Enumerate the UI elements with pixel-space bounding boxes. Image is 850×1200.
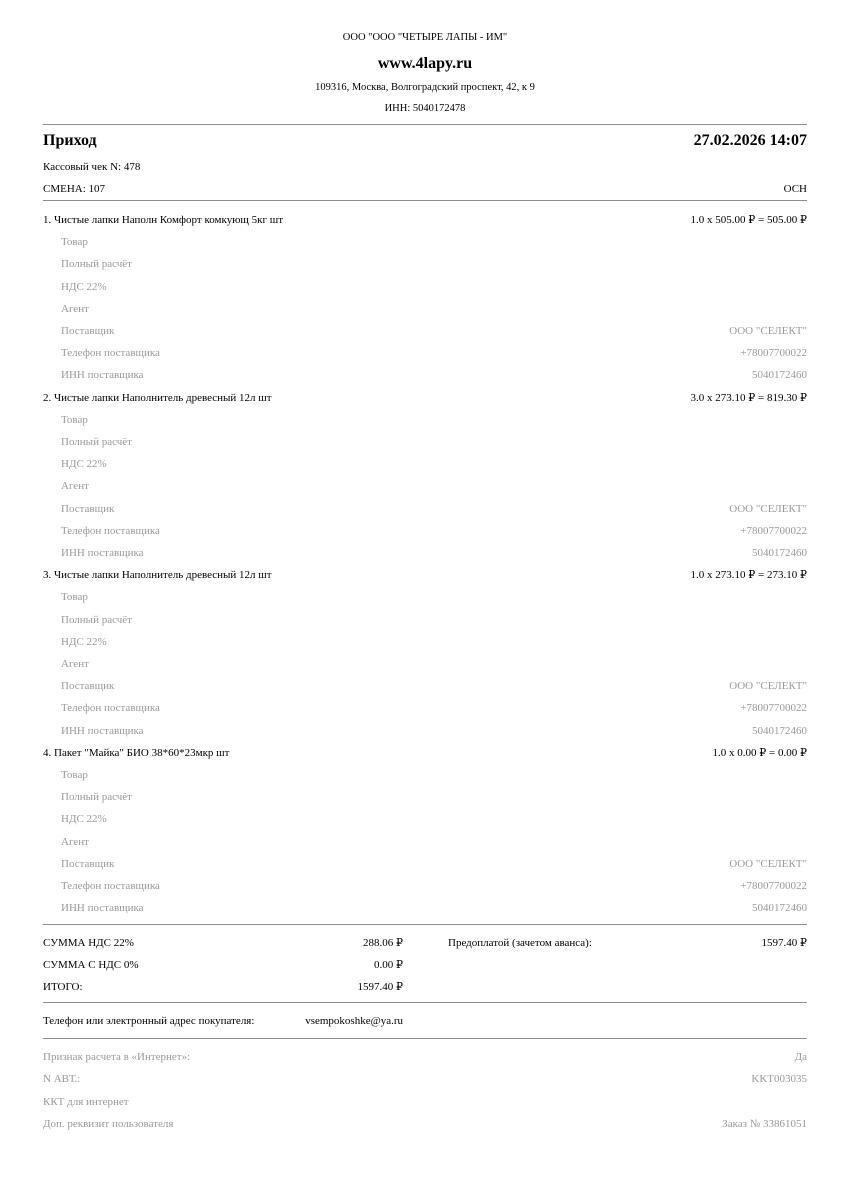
supplier-value: ООО "СЕЛЕКТ" [729,857,807,870]
internet-value: Да [794,1051,807,1064]
supplier-inn-value: 5040172460 [752,369,807,382]
receipt-datetime: 27.02.2026 14:07 [693,132,807,149]
item-inn-row [43,542,807,564]
supplier-phone-label: Телефон поставщика [61,702,160,715]
supplier-phone-value: +78007700022 [740,524,807,537]
item-agent: Агент [61,480,89,493]
shift-row [43,178,807,200]
supplier-label: Поставщик [61,325,115,338]
item-phone-row [43,875,807,897]
item-main-row [43,564,807,586]
vat0-row [43,954,403,976]
supplier-phone-value: +78007700022 [740,880,807,893]
item-agent: Агент [61,302,89,315]
auto-row [43,1068,807,1090]
supplier-inn-label: ИНН поставщика [61,902,144,915]
buyer-contact-label: Телефон или электронный адрес покупателя: [43,1015,255,1028]
supplier-inn-label: ИНН поставщика [61,547,144,560]
supplier-value: ООО "СЕЛЕКТ" [729,680,807,693]
buyer-contact-value: vsempokoshke@ya.ru [305,1015,403,1028]
item-agent: Агент [61,835,89,848]
supplier-inn-value: 5040172460 [752,902,807,915]
kkt-row [43,1091,807,1113]
supplier-phone-value: +78007700022 [740,347,807,360]
supplier-label: Поставщик [61,502,115,515]
extra-label: Доп. реквизит пользователя [43,1117,174,1130]
item-main-row [43,742,807,764]
supplier-inn-value: 5040172460 [752,547,807,560]
item-main-row [43,209,807,231]
item-supplier-row [43,320,807,342]
supplier-phone-label: Телефон поставщика [61,524,160,537]
item-phone-row [43,342,807,364]
supplier-value: ООО "СЕЛЕКТ" [729,502,807,515]
supplier-phone-label: Телефон поставщика [61,880,160,893]
item-calc: 1.0 x 505.00 ₽ = 505.00 ₽ [690,214,807,226]
supplier-inn-label: ИНН поставщика [61,724,144,737]
divider [43,124,807,125]
item-inn-row [43,364,807,386]
item-supplier-row [43,675,807,697]
internet-row [43,1046,807,1068]
supplier-label: Поставщик [61,680,115,693]
receipt-page [43,0,807,1135]
item-phone-row [43,697,807,719]
item-inn-row [43,897,807,919]
vat22-value: 288.06 ₽ [363,936,403,949]
item-vat: НДС 22% [61,280,107,293]
item-payment: Полный расчёт [61,613,132,626]
item-kind: Товар [61,236,88,249]
company-inn: ИНН: 5040172478 [384,103,466,114]
items-list [43,201,807,924]
tax-system: ОСН [783,183,807,195]
item-name: 2. Чистые лапки Наполнитель древесный 12л шт [43,391,272,404]
receipt-title-row [43,130,807,152]
prepay-row [448,932,807,954]
receipt-type: Приход [43,132,97,149]
item-payment: Полный расчёт [61,436,132,449]
total-row [43,976,403,998]
item-vat: НДС 22% [61,635,107,648]
item-calc: 3.0 x 273.10 ₽ = 819.30 ₽ [690,391,807,404]
item-payment: Полный расчёт [61,791,132,804]
extra-value: Заказ № 33861051 [722,1117,807,1130]
item-phone-row [43,520,807,542]
item-kind: Товар [61,769,88,782]
item-agent: Агент [61,658,89,671]
vat0-label: СУММА С НДС 0% [43,958,139,971]
supplier-inn-value: 5040172460 [752,724,807,737]
company-name: ООО "ООО "ЧЕТЫРЕ ЛАПЫ - ИМ" [342,32,508,43]
prepay-label: Предоплатой (зачетом аванса): [448,936,592,949]
receipt-header [43,31,807,116]
total-value: 1597.40 ₽ [357,980,403,993]
supplier-phone-label: Телефон поставщика [61,347,160,360]
supplier-phone-value: +78007700022 [740,702,807,715]
item-name: 4. Пакет "Майка" БИО 38*60*23мкр шт [43,746,230,759]
supplier-value: ООО "СЕЛЕКТ" [729,325,807,338]
vat22-row [43,932,403,954]
list-item [43,209,807,387]
shift-number: СМЕНА: 107 [43,183,106,195]
item-payment: Полный расчёт [61,258,132,271]
totals-vat-column [43,932,403,999]
item-name: 1. Чистые лапки Наполн Комфорт комкующ 5кг шт [43,214,284,226]
total-label: ИТОГО: [43,980,83,993]
list-item [43,742,807,920]
item-calc: 1.0 x 273.10 ₽ = 273.10 ₽ [690,569,807,582]
item-inn-row [43,720,807,742]
item-main-row [43,387,807,409]
item-supplier-row [43,853,807,875]
item-vat: НДС 22% [61,458,107,471]
company-address: 109316, Москва, Волгоградский проспект, 42, к 9 [315,82,535,93]
internet-label: Признак расчета в «Интернет»: [43,1051,191,1064]
item-kind: Товар [61,591,88,604]
item-name: 3. Чистые лапки Наполнитель древесный 12л шт [43,569,272,582]
totals-payment-column [403,932,807,999]
list-item [43,387,807,565]
item-supplier-row [43,498,807,520]
vat0-value: 0.00 ₽ [374,958,403,971]
website: www.4lapy.ru [377,55,473,72]
buyer-contact [43,1003,807,1038]
prepay-value: 1597.40 ₽ [761,936,807,949]
kkt-label: ККТ для интернет [43,1095,129,1108]
supplier-label: Поставщик [61,857,115,870]
auto-value: KKT003035 [751,1073,807,1086]
list-item [43,564,807,742]
extra-row [43,1113,807,1135]
auto-label: N АВТ.: [43,1073,81,1086]
item-kind: Товар [61,413,88,426]
supplier-inn-label: ИНН поставщика [61,369,144,382]
totals-section [43,925,807,1003]
receipt-footer [43,1039,807,1135]
item-calc: 1.0 x 0.00 ₽ = 0.00 ₽ [712,746,807,759]
cheque-number: Кассовый чек N: 478 [43,161,141,173]
vat22-label: СУММА НДС 22% [43,936,134,949]
item-vat: НДС 22% [61,813,107,826]
